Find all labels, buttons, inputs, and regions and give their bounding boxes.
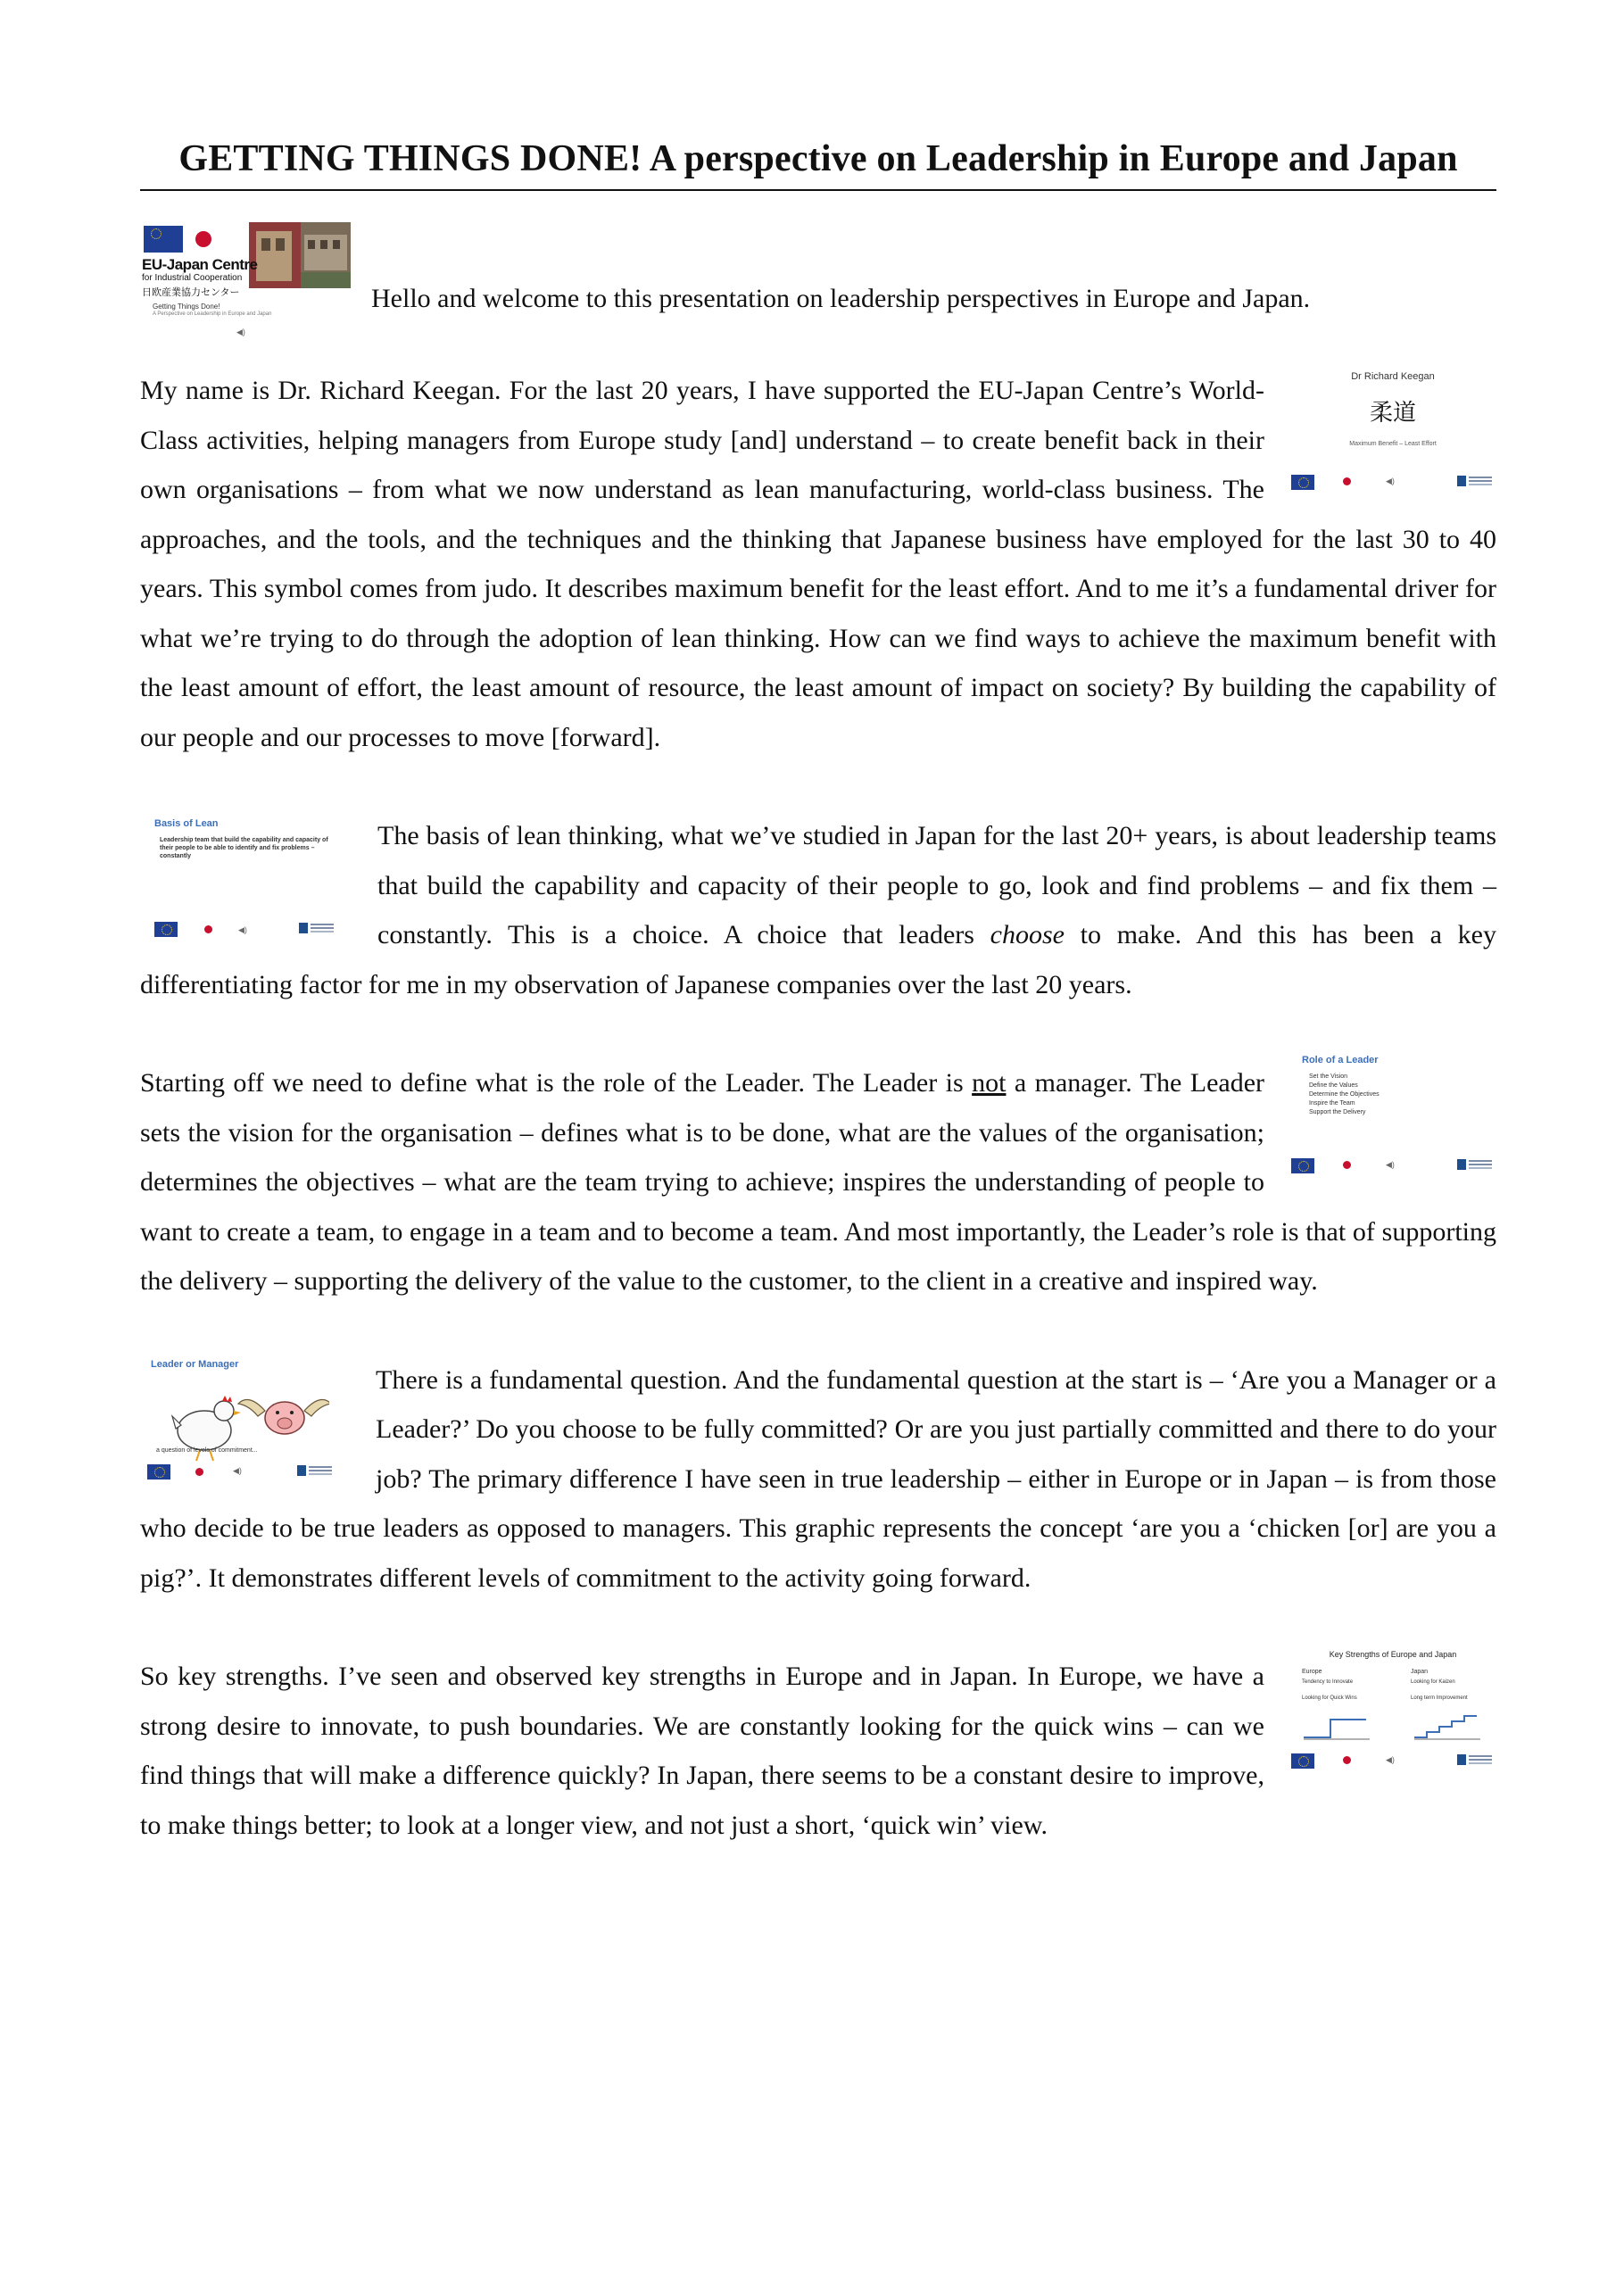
text-run: Starting off we need to define what is the role of the Leader. The Leader is [140,1068,973,1098]
slide-thumbnail-basis-of-lean [140,815,345,949]
slide-title: Basis of Lean [154,818,219,829]
slide-caption: Maximum Benefit – Least Effort [1349,441,1437,447]
slide-thumbnail-key-strengths [1289,1648,1496,1782]
role-of-leader-block [140,1055,1496,1306]
japan-flag-icon [1343,1756,1351,1764]
slide-title: Key Strengths of Europe and Japan [1329,1650,1457,1659]
slide-bullet-2: Define the Values [1309,1082,1358,1089]
slide-japan-sub2: Long term Improvement [1411,1695,1468,1701]
japan-flag-icon [1343,1161,1351,1169]
japan-flag-icon [1343,477,1351,485]
text-run: a manager. The Leader sets the vision for the organisation – defines what is to be done, what are the values of the organisation; determines the objectives – what are the team trying to achieve; inspires the understanding of people to want to create a team, to engage in a team and to become a team. And most importantly, the Leader’s role is that of supporting the delivery – supporting the delivery of the value to the customer, to the client in a creative and inspired way. [140,1068,1496,1296]
underlined-text: not [972,1068,1007,1098]
slide-bullet-1: Set the Vision [1309,1073,1348,1080]
university-logo [299,922,335,934]
document-title: GETTING THINGS DONE! A perspective on Leadership in Europe and Japan [140,134,1496,191]
eu-flag-icon [147,1464,170,1480]
key-strengths-block [140,1652,1496,1850]
leader-or-manager-block [140,1355,1496,1604]
judo-kanji: 柔道 [1369,399,1416,426]
slide-bullet-3: Determine the Objectives [1309,1091,1380,1098]
slide-japan-sub1: Looking for Kaizen [1411,1679,1455,1685]
slide-caption: Getting Things Done! [153,303,220,311]
speaker-icon: ◀) [1386,477,1395,485]
paragraph-key-strengths: So key strengths. I’ve seen and observed key strengths in Europe and in Japan. In Europe, we have a strong desire to innovate, to push boundaries. We are constantly looking for the quick wins – can we find things that will make a difference quickly? In Japan, there seems to be a constant desire to improve, to make things better; to look at a longer view, and not just a short, ‘quick win’ view. [140,1662,1264,1840]
improvement-steps-diagram [1298,1705,1487,1746]
paragraph-welcome: Hello and welcome to this presentation on leadership perspectives in Europe and Japan. [371,284,1311,313]
eu-flag-icon [1291,1753,1314,1769]
speaker-icon: ◀) [1386,1160,1395,1169]
text-run: to make. And this has been a key differentiating factor for me in my observation of Japanese companies over the last 20 years. [140,920,1496,999]
speaker-icon: ◀) [238,925,247,934]
university-logo [1457,475,1493,487]
university-logo [1457,1753,1493,1766]
slide-thumbnail-role-of-leader [1289,1053,1496,1187]
eu-flag-icon [1291,1158,1314,1173]
intro-name-block [140,366,1496,762]
slide-caption: a question of levels of commitment... [156,1446,258,1454]
slide-thumbnail-leader-or-manager [140,1357,345,1491]
slide-thumbnail-judo [1289,369,1496,494]
emphasis-text: choose [990,920,1065,949]
slide-text: Leadership team that build the capability and capacity of their people to be able to identify and fix problems – constantly [160,837,328,859]
university-logo [1457,1158,1493,1171]
slide-bullet-4: Inspire the Team [1309,1100,1355,1107]
slide-bullet-5: Support the Delivery [1309,1109,1366,1115]
speaker-icon: ◀) [1386,1755,1395,1764]
slide-caption-sub: A Perspective on Leadership in Europe and Japan [153,311,272,317]
speaker-icon: ◀) [236,327,245,336]
slide-title: Role of a Leader [1302,1055,1379,1065]
eu-flag-icon [154,922,178,937]
slide-europe-sub1: Tendency to Innovate [1302,1679,1354,1685]
document-page [140,134,1496,1850]
org-name-sub: for Industrial Cooperation [142,273,243,283]
eu-flag-icon [144,226,183,253]
japan-flag-icon [195,1468,203,1476]
slide-japan-heading: Japan [1411,1669,1429,1675]
university-logo [297,1464,333,1477]
basis-of-lean-block [140,811,1496,1009]
slide-europe-heading: Europe [1302,1669,1322,1675]
slide-title: Leader or Manager [151,1358,239,1370]
org-name: EU-Japan Centre [142,256,258,273]
japan-flag-icon [195,231,211,247]
text-run: The basis of lean thinking, what we’ve studied in Japan for the last 20+ years, is about leadership teams that build the capability and capacity of their people to go, look and find problems – and fix them – constantly. This is a choice. A choice that leaders [377,821,1496,949]
speaker-name: Dr Richard Keegan [1351,371,1435,382]
slide-europe-sub2: Looking for Quick Wins [1302,1695,1357,1701]
building-photo [249,222,351,288]
eu-flag-icon [1291,475,1314,490]
japan-flag-icon [204,925,212,933]
paragraph-introduction: My name is Dr. Richard Keegan. For the last 20 years, I have supported the EU-Japan Centre’s World-Class activities, helping managers from Europe study [and] understand – to create benefit back in their own organisations – from what we now understand as lean manufacturing, world-class business. The approaches, and the tools, and the techniques and the thinking that Japanese business have employed for the last 30 to 40 years. This symbol comes from judo. It describes maximum benefit for the least effort. And to me it’s a fundamental driver for what we’re trying to do through the adoption of lean thinking. How can we find ways to achieve the maximum benefit with the least amount of effort, the least amount of resource, the least amount of impact on society? By building the capability of our people and our processes to move [forward]. [140,376,1496,752]
org-name-japanese: 日欧産業協力センター [142,287,240,298]
paragraph-leader-or-manager: There is a fundamental question. And the fundamental question at the start is – ‘Are you a Manager or a Leader?’ Do you choose to be fully committed? Or are you just partially committed and there to do your job? The primary difference I have seen in true leadership – either in Europe or in Japan – is from those who decide to be true leaders as opposed to managers. This graphic represents the concept ‘are you a ‘chicken [or] are you a pig?’. It demonstrates different levels of commitment to the activity going forward. [140,1364,1496,1593]
speaker-icon: ◀) [233,1465,242,1475]
intro-block [140,222,1496,344]
slide-thumbnail-title [140,222,351,344]
